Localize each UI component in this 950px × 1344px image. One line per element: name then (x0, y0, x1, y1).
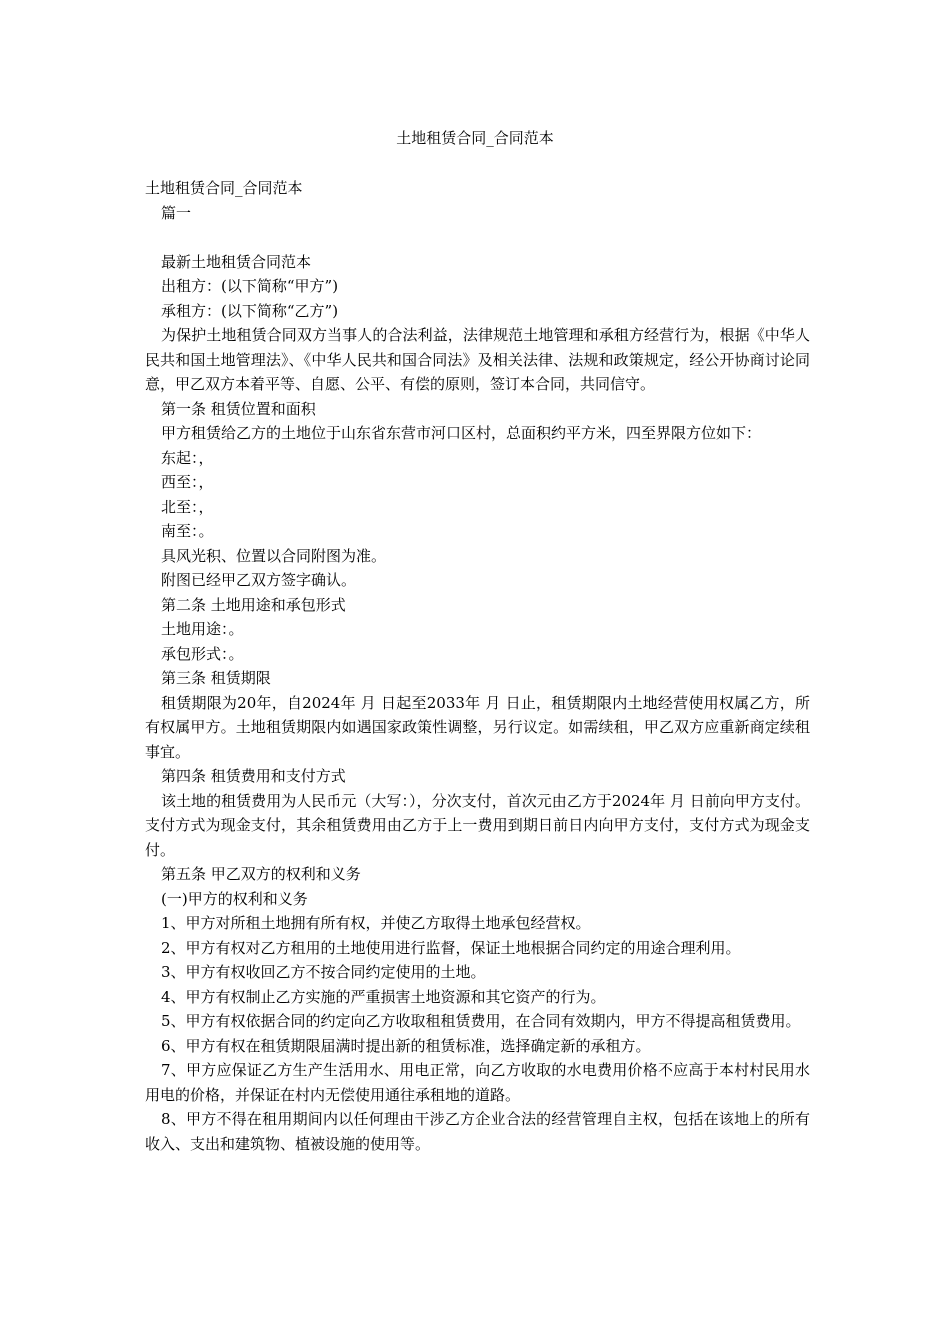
party-a-rights-title: (一)甲方的权利和义务 (161, 889, 308, 908)
article-5-title: 第五条 甲乙双方的权利和义务 (161, 865, 361, 883)
list-item: 2、甲方有权对乙方租用的土地使用进行监督，保证土地根据合同约定的用途合理利用。 (161, 938, 741, 957)
list-item: 5、甲方有权依据合同的约定向乙方收取租租赁费用，在合同有效期内，甲方不得提高租赁费用。 (161, 1012, 801, 1030)
lessor-line: 出租方：(以下简称“甲方”) (161, 277, 339, 295)
document-title: 土地租赁合同_合同范本 (396, 129, 554, 147)
article-3-title: 第三条 租赁期限 (161, 669, 271, 687)
list-item: 8、甲方不得在租用期间内以任何理由干涉乙方企业合法的经营管理自主权，包括在该地上的所有收入、支出和建筑物、植被设施的使用等。 (145, 1110, 810, 1153)
article-4-text: 该土地的租赁费用为人民币元（大写：），分次支付，首次元由乙方于2024年 月 日前向甲方支付。支付方式为现金支付，其余租赁费用由乙方于上一费用到期日前日内向甲方支付，支付方式为现金支付。 (145, 791, 810, 859)
document-body (145, 176, 810, 1156)
list-item: 7、甲方应保证乙方生产生活用水、用电正常，向乙方收取的水电费用价格不应高于本村村民用水用电的价格，并保证在村内无偿使用通往承租地的道路。 (145, 1061, 810, 1104)
boundary-north: 北至：， (161, 497, 214, 516)
list-item: 6、甲方有权在租赁期限届满时提出新的租赁标准，选择确定新的承租方。 (161, 1036, 651, 1055)
list-item: 4、甲方有权制止乙方实施的严重损害土地资源和其它资产的行为。 (161, 987, 606, 1006)
boundary-east: 东起：， (161, 448, 214, 467)
section-label: 篇一 (161, 203, 192, 222)
boundary-west: 西至：， (161, 473, 214, 491)
list-item: 1、甲方对所租土地拥有所有权，并使乙方取得土地承包经营权。 (161, 914, 591, 932)
preamble-paragraph: 为保护土地租赁合同双方当事人的合法利益，法律规范土地管理和承租方经营行为，根据《中华人民共和国土地管理法》、《中华人民共和国合同法》及相关法律、法规和政策规定，经公开协商讨论同意，甲乙双方本着平等、自愿、公平、有偿的原则，签订本合同，共同信守。 (145, 326, 810, 393)
contract-form-line: 承包形式：。 (161, 644, 244, 663)
document-heading: 土地租赁合同_合同范本 (145, 179, 303, 197)
lessee-line: 承租方：(以下简称“乙方”) (161, 301, 339, 320)
boundary-south: 南至：。 (161, 522, 214, 540)
land-use-line: 土地用途：。 (161, 620, 244, 638)
map-note: 附图已经甲乙双方签字确认。 (161, 571, 357, 589)
article-1-title: 第一条 租赁位置和面积 (161, 399, 316, 418)
article-2-title: 第二条 土地用途和承包形式 (161, 595, 346, 614)
article-1-text: 甲方租赁给乙方的土地位于山东省东营市河口区村，总面积约平方米，四至界限方位如下： (161, 424, 762, 442)
contract-subtitle: 最新土地租赁合同范本 (161, 252, 312, 271)
blank-line (145, 225, 810, 250)
article-3-text: 租赁期限为20年，自2024年 月 日起至2033年 月 日止，租赁期限内土地经营使用权属乙方，所有权属甲方。土地租赁期限内如遇国家政策性调整，另行议定。如需续租，甲乙双方应重新商定续租事宜。 (145, 693, 810, 761)
list-item: 3、甲方有权收回乙方不按合同约定使用的土地。 (161, 963, 486, 981)
article-4-title: 第四条 租赁费用和支付方式 (161, 767, 346, 785)
area-note: 具风光积、位置以合同附图为准。 (161, 546, 387, 565)
